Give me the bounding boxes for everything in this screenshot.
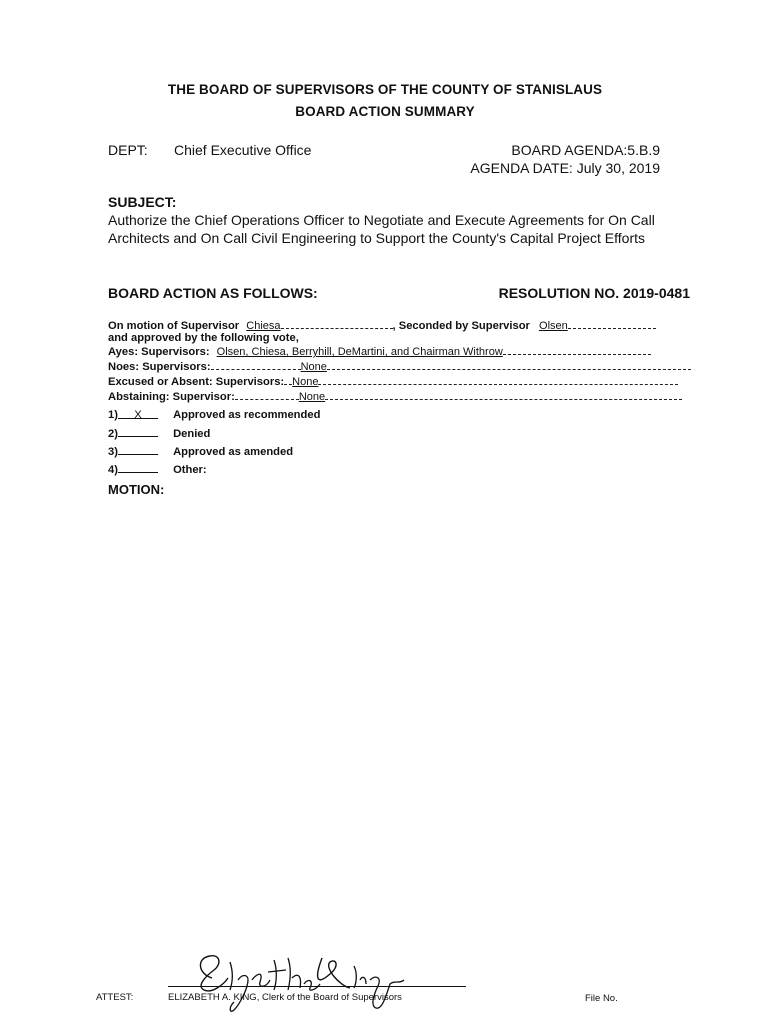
noes-label: Noes: Supervisors: <box>108 361 211 373</box>
noes-names: None <box>300 361 327 373</box>
abstain-leader-left <box>235 390 299 400</box>
subject-text: Authorize the Chief Operations Officer to Negotiate and Execute Agreements for On Call Architects and On Call Civil Engineering to Support the County's Capital Project Efforts <box>108 212 655 246</box>
file-number-label: File No. <box>585 993 618 1004</box>
noes-line <box>108 360 691 374</box>
noes-leader-left <box>211 360 301 370</box>
option-label: Other: <box>173 464 207 476</box>
ayes-label: Ayes: Supervisors: <box>108 346 210 358</box>
board-agenda: BOARD AGENDA:5.B.9 <box>511 142 660 158</box>
option-label: Denied <box>173 428 211 440</box>
motion-by: Chiesa <box>246 320 281 332</box>
seconded-leader <box>568 319 656 329</box>
option-label: Approved as recommended <box>173 409 321 421</box>
agenda-date: AGENDA DATE: July 30, 2019 <box>470 160 660 176</box>
dept-label: DEPT: <box>108 142 148 158</box>
abstain-line <box>108 390 682 404</box>
option-row <box>108 445 293 459</box>
option-label: Approved as amended <box>173 446 294 458</box>
option-mark <box>118 427 158 437</box>
dept-value: Chief Executive Office <box>174 142 312 158</box>
option-number: 3) <box>108 446 118 458</box>
option-number: 4) <box>108 464 118 476</box>
document-title: THE BOARD OF SUPERVISORS OF THE COUNTY OF STANISLAUS <box>167 82 603 97</box>
signature-line <box>168 986 466 987</box>
excused-names: None <box>292 376 319 388</box>
option-row <box>108 409 320 422</box>
option-row <box>108 463 207 477</box>
option-mark <box>118 409 158 419</box>
option-mark <box>118 445 158 455</box>
abstain-names: None <box>298 391 326 403</box>
resolution-number: RESOLUTION NO. 2019-0481 <box>498 285 690 301</box>
approved-line: and approved by the following vote, <box>108 332 299 344</box>
ayes-names: Olsen, Chiesa, Berryhill, DeMartini, and Chairman Withrow <box>216 346 503 358</box>
ayes-leader <box>503 345 651 355</box>
motion-label: On motion of Supervisor <box>108 320 240 332</box>
option-mark-text: X <box>134 409 142 421</box>
excused-leader-left <box>284 375 292 385</box>
seconded-label: , Seconded by Supervisor <box>392 320 530 332</box>
motion-label: MOTION: <box>108 482 165 497</box>
clerk-name: ELIZABETH A. KING, Clerk of the Board of Supervisors <box>168 992 402 1003</box>
abstain-label: Abstaining: Supervisor: <box>108 391 235 403</box>
excused-label: Excused or Absent: Supervisors: <box>108 376 285 388</box>
document-subtitle: BOARD ACTION SUMMARY <box>295 104 475 119</box>
option-number: 2) <box>108 428 118 440</box>
excused-leader-right <box>318 375 678 385</box>
option-mark <box>118 463 158 473</box>
subject-label: SUBJECT: <box>108 194 177 210</box>
option-number: 1) <box>108 409 118 421</box>
attest-label: ATTEST: <box>96 992 134 1003</box>
abstain-leader-right <box>325 390 682 400</box>
motion-leader <box>281 319 393 329</box>
seconded-by: Olsen <box>539 320 568 332</box>
motion-line <box>108 319 656 333</box>
noes-leader-right <box>327 360 691 370</box>
board-action-heading: BOARD ACTION AS FOLLOWS: <box>108 285 318 301</box>
clerk-signature <box>190 944 430 1016</box>
option-row <box>108 427 210 441</box>
excused-line <box>108 375 678 389</box>
ayes-line <box>108 345 651 359</box>
